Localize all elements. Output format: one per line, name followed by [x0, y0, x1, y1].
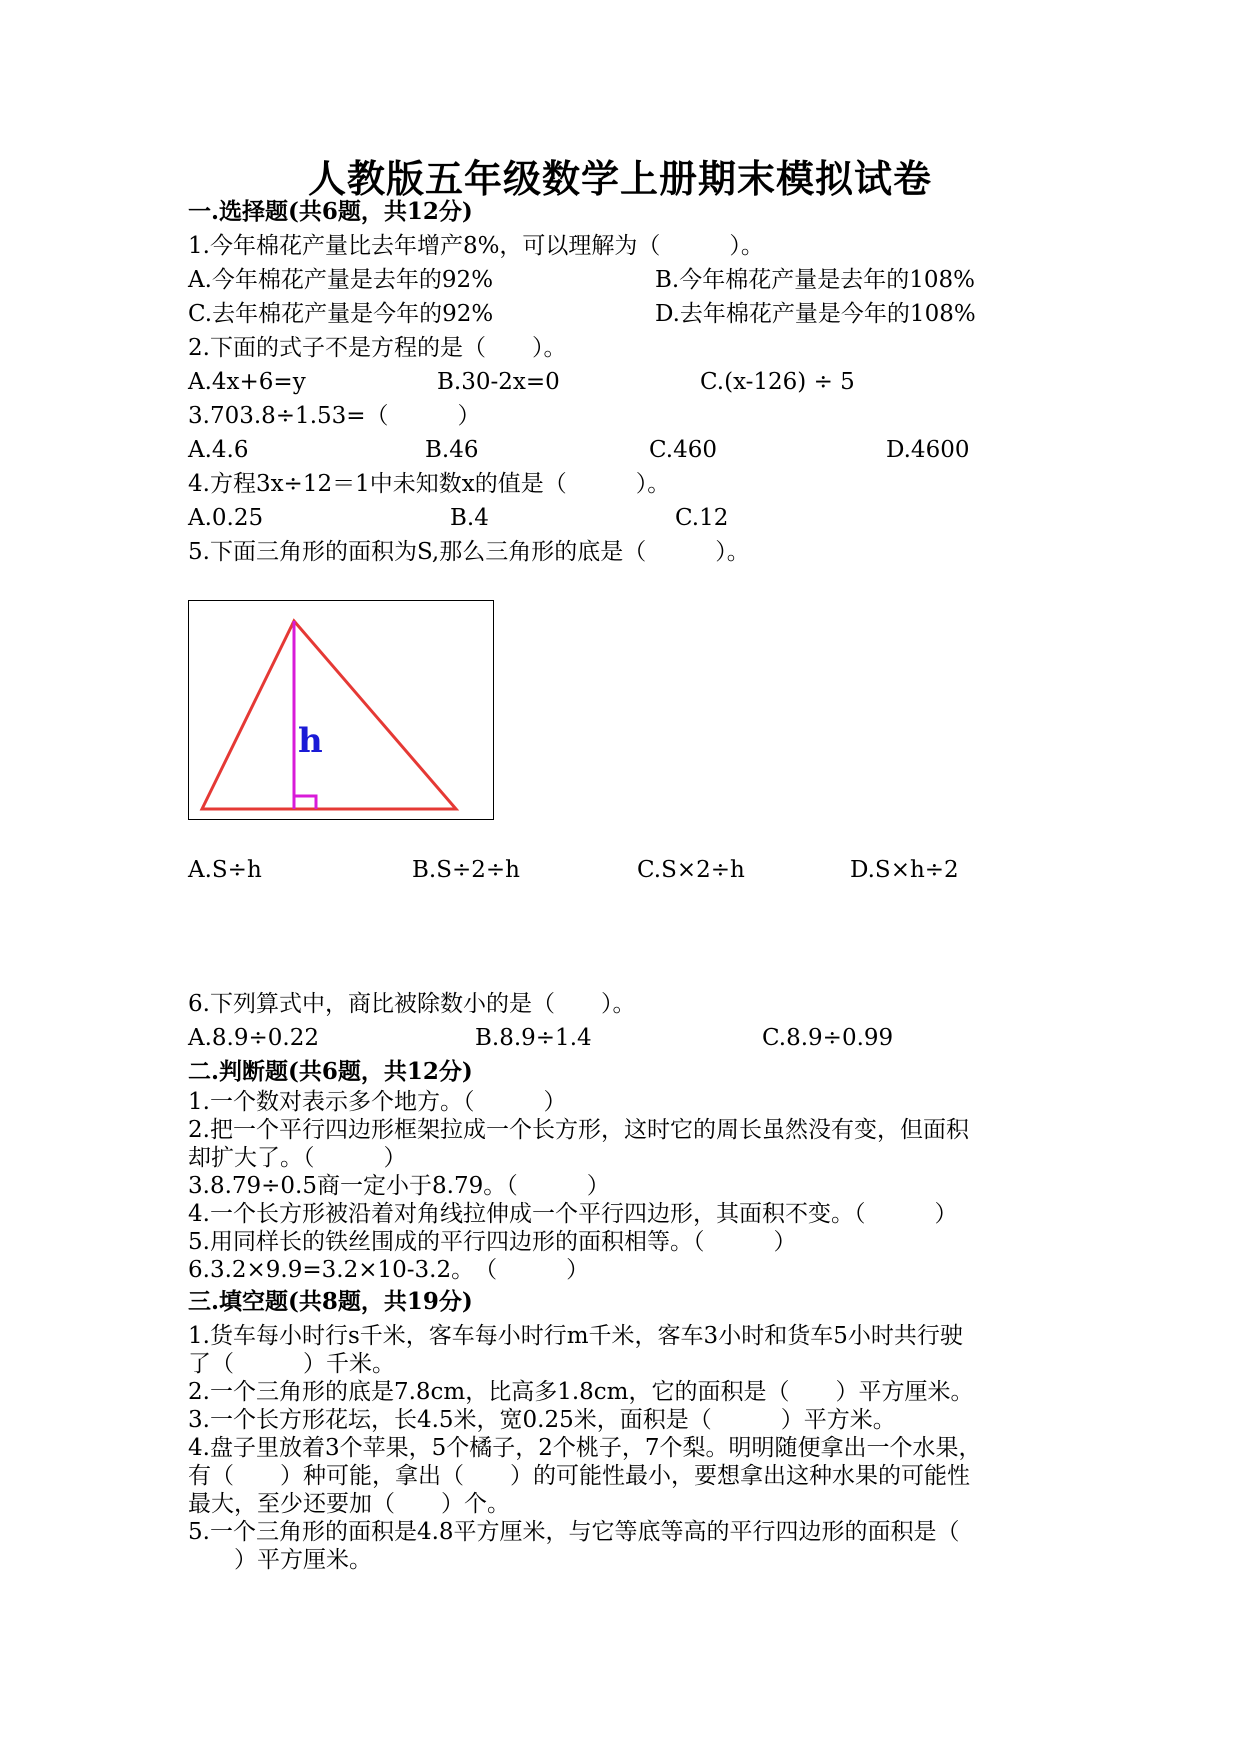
section-heading-choice: 一.选择题(共6题，共12分): [188, 198, 473, 225]
choice-q6-option-c: C.8.9÷0.99: [762, 1025, 894, 1051]
triangle-figure: [188, 600, 494, 820]
choice-q6-option-a: A.8.9÷0.22: [188, 1025, 319, 1051]
fill-q2: 2.一个三角形的底是7.8cm，比高多1.8cm，它的面积是（ ）平方厘米。: [188, 1379, 974, 1405]
section-heading-fill: 三.填空题(共8题，共19分): [188, 1288, 473, 1315]
figure-frame: [189, 601, 494, 820]
choice-q5-option-b: B.S÷2÷h: [412, 857, 520, 883]
judge-q6: 6.3.2×9.9=3.2×10-3.2。 （ ）: [188, 1257, 590, 1283]
choice-q5-option-a: A.S÷h: [188, 857, 262, 883]
fill-q4-line1: 4.盘子里放着3个苹果，5个橘子，2个桃子，7个梨。明明随便拿出一个水果，: [188, 1435, 982, 1461]
choice-q2-option-a: A.4x+6=y: [188, 369, 306, 395]
fill-q5-line2: ）平方厘米。: [188, 1547, 372, 1573]
choice-q3-option-b: B.46: [425, 437, 479, 463]
choice-q3-stem: 3.703.8÷1.53=（ ）: [188, 403, 481, 429]
choice-q4-option-b: B.4: [450, 505, 489, 531]
choice-q5-stem: 5.下面三角形的面积为S,那么三角形的底是（ ）。: [188, 539, 750, 565]
choice-q1-option-a: A.今年棉花产量是去年的92%: [188, 267, 494, 293]
fill-q5-line1: 5.一个三角形的面积是4.8平方厘米，与它等底等高的平行四边形的面积是（: [188, 1519, 960, 1545]
judge-q2-line2: 却扩大了。（ ）: [188, 1145, 407, 1171]
choice-q1-option-c: C.去年棉花产量是今年的92%: [188, 301, 494, 327]
judge-q3: 3.8.79÷0.5商一定小于8.79。（ ）: [188, 1173, 610, 1199]
choice-q1-option-d: D.去年棉花产量是今年的108%: [655, 301, 976, 327]
judge-q4: 4.一个长方形被沿着对角线拉伸成一个平行四边形，其面积不变。（ ）: [188, 1201, 958, 1227]
judge-q1: 1.一个数对表示多个地方。（ ）: [188, 1089, 567, 1115]
choice-q2-option-b: B.30-2x=0: [437, 369, 560, 395]
judge-q2-line1: 2.把一个平行四边形框架拉成一个长方形，这时它的周长虽然没有变，但面积: [188, 1117, 969, 1143]
choice-q3-option-d: D.4600: [886, 437, 970, 463]
choice-q1-stem: 1.今年棉花产量比去年增产8%，可以理解为（ ）。: [188, 233, 764, 259]
choice-q5-option-c: C.S×2÷h: [637, 857, 745, 883]
choice-q5-option-d: D.S×h÷2: [850, 857, 959, 883]
judge-q5: 5.用同样长的铁丝围成的平行四边形的面积相等。（ ）: [188, 1229, 797, 1255]
fill-q3: 3.一个长方形花坛，长4.5米，宽0.25米，面积是（ ）平方米。: [188, 1407, 896, 1433]
choice-q3-option-c: C.460: [649, 437, 717, 463]
choice-q4-stem: 4.方程3x÷12＝1中未知数x的值是（ ）。: [188, 471, 671, 497]
choice-q2-option-c: C.(x-126) ÷ 5: [700, 369, 855, 395]
fill-q1-line1: 1.货车每小时行s千米，客车每小时行m千米，客车3小时和货车5小时共行驶: [188, 1323, 963, 1349]
choice-q4-option-a: A.0.25: [188, 505, 264, 531]
page-title: 人教版五年级数学上册期末模拟试卷: [307, 156, 932, 201]
choice-q6-stem: 6.下列算式中，商比被除数小的是（ ）。: [188, 991, 636, 1017]
height-label: h: [298, 721, 323, 761]
fill-q4-line3: 最大，至少还要加（ ）个。: [188, 1491, 510, 1517]
fill-q4-line2: 有（ ）种可能，拿出（ ）的可能性最小，要想拿出这种水果的可能性: [188, 1463, 970, 1489]
section-heading-judge: 二.判断题(共6题，共12分): [188, 1058, 473, 1085]
choice-q2-stem: 2.下面的式子不是方程的是（ ）。: [188, 335, 567, 361]
choice-q3-option-a: A.4.6: [188, 437, 249, 463]
choice-q4-option-c: C.12: [675, 505, 729, 531]
choice-q1-option-b: B.今年棉花产量是去年的108%: [655, 267, 975, 293]
choice-q6-option-b: B.8.9÷1.4: [475, 1025, 592, 1051]
fill-q1-line2: 了（ ）千米。: [188, 1351, 395, 1377]
